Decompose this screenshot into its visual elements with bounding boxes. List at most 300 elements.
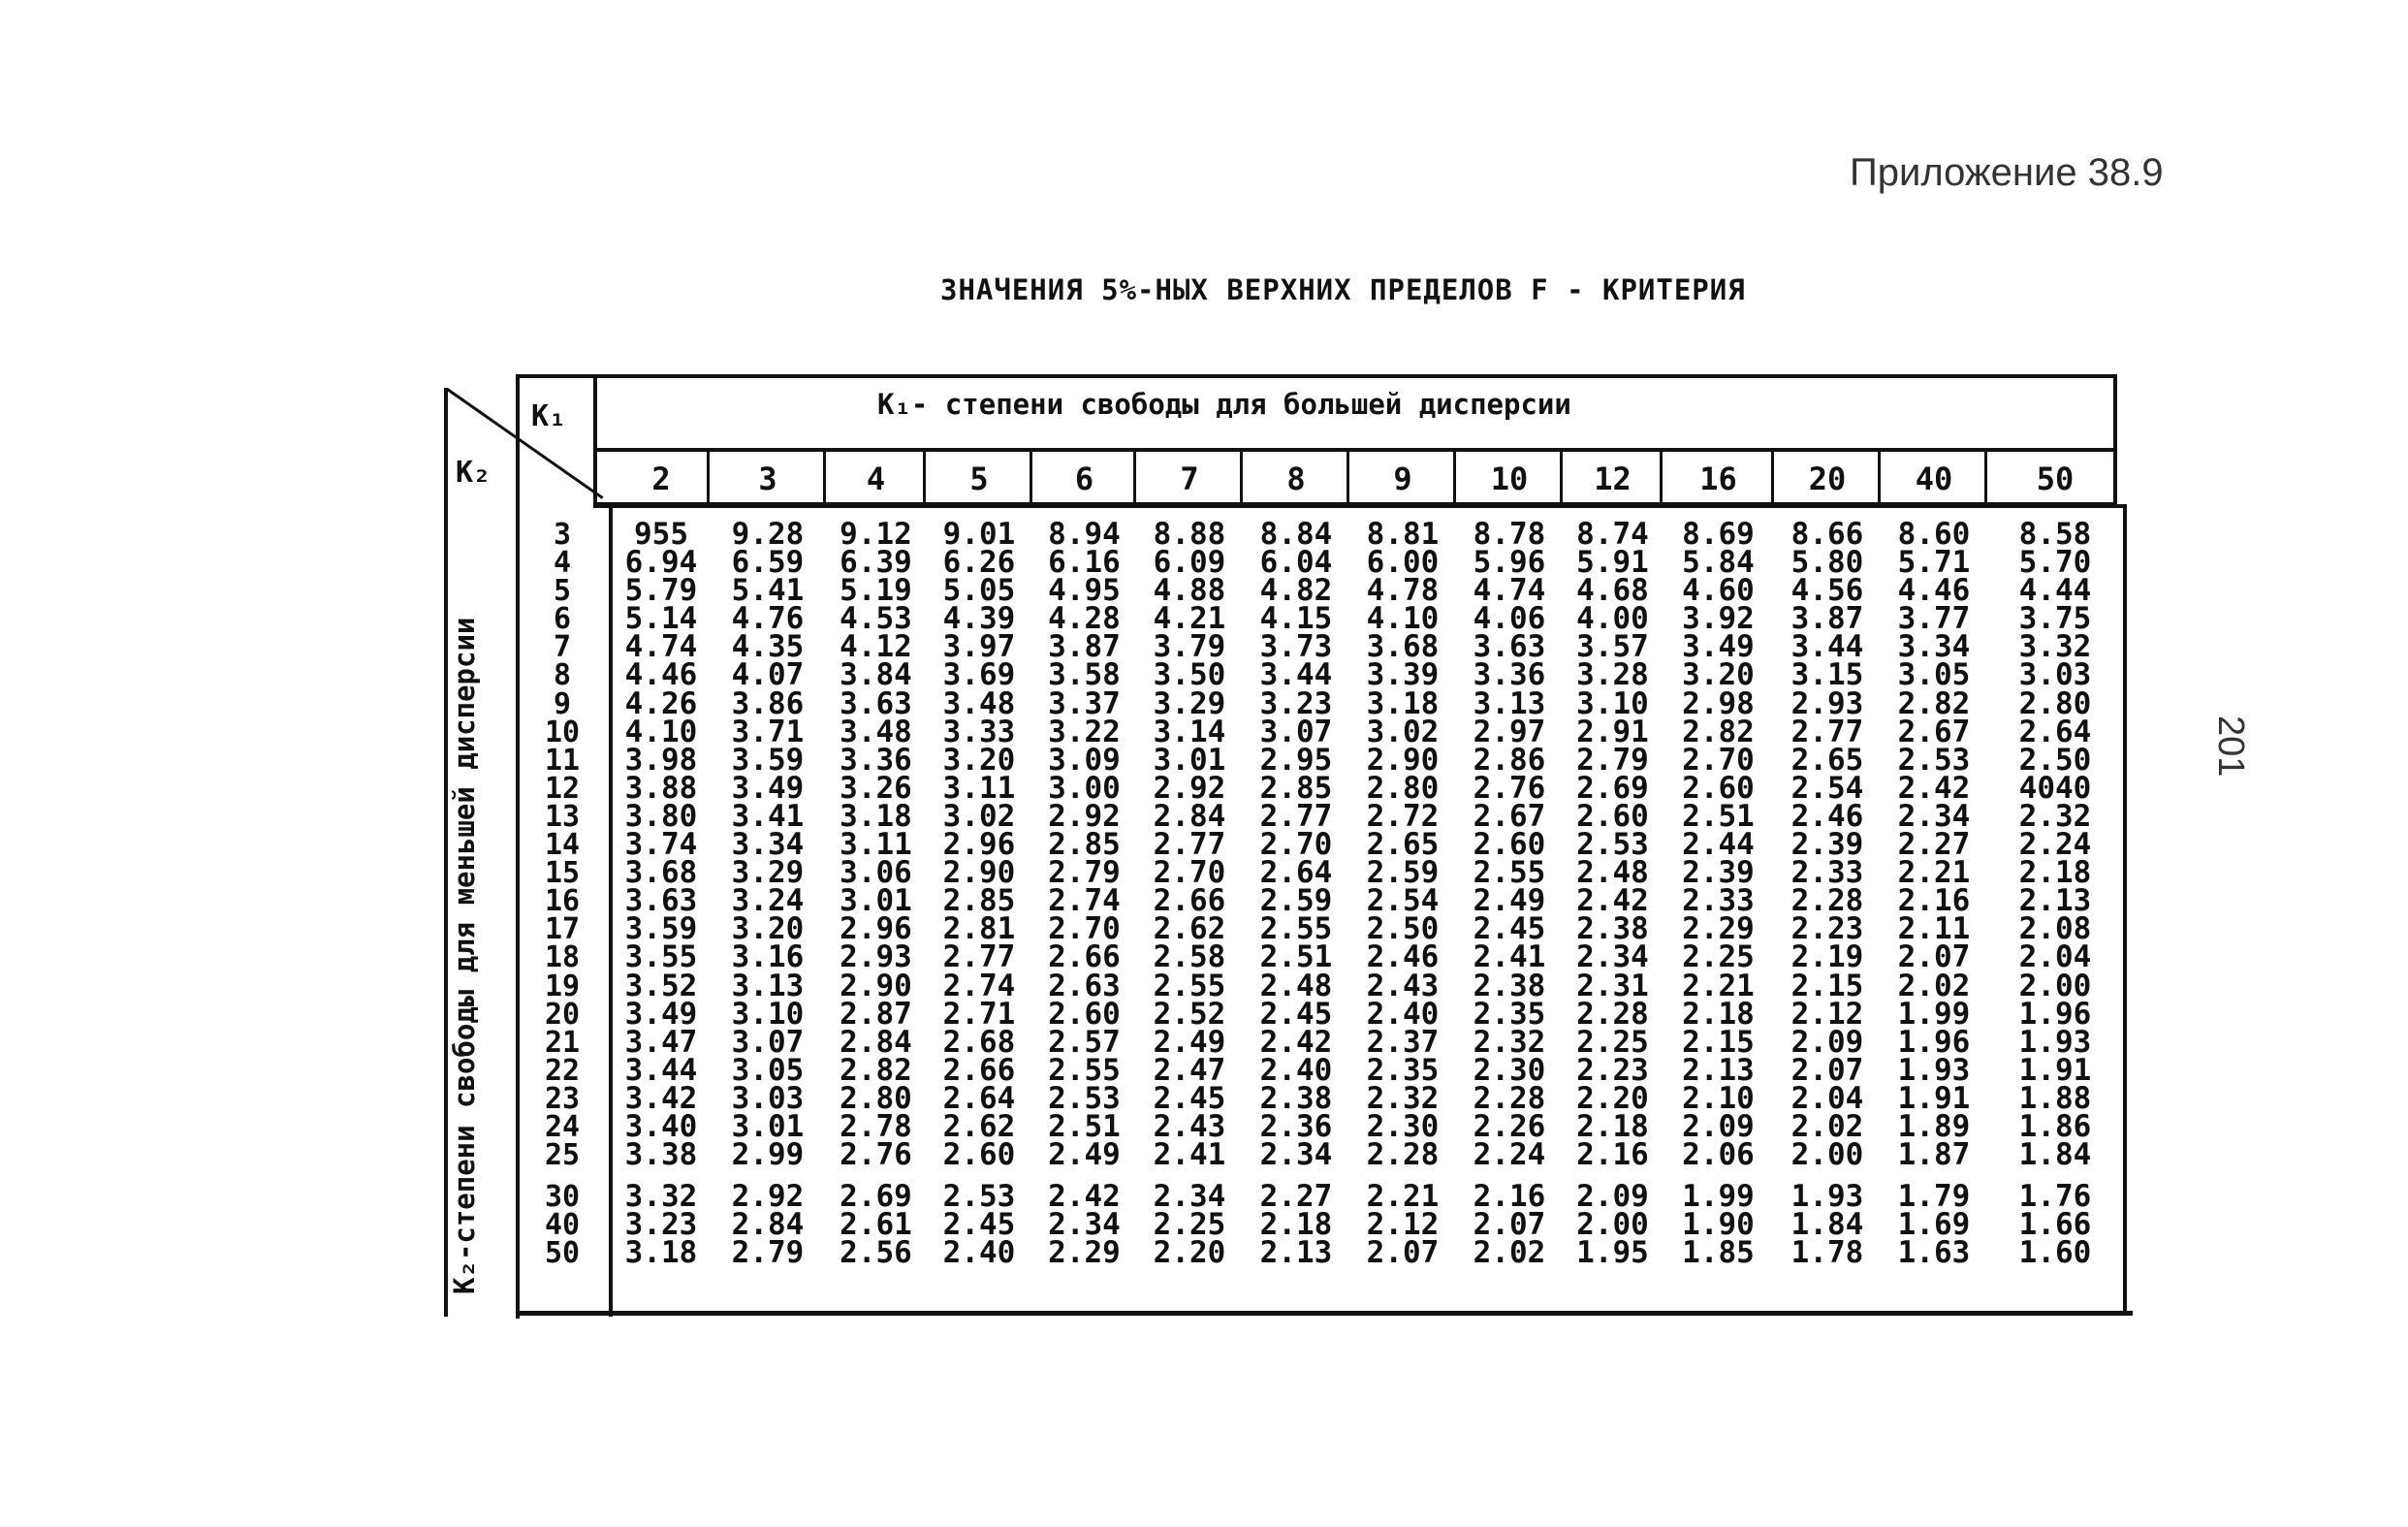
table-cell: 2.38 <box>1576 911 1649 947</box>
table-cell: 2.07 <box>1897 939 1971 975</box>
table-cell: 2.96 <box>942 827 1016 863</box>
column-divider <box>707 452 710 506</box>
table-cell: 8.81 <box>1366 517 1440 552</box>
table-cell: 3.20 <box>942 742 1016 778</box>
table-cell: 2.32 <box>1473 1024 1546 1060</box>
k2-caption: K₂-степени свободы для меньшей дисперсии <box>448 617 481 1294</box>
row-label: 8 <box>553 658 572 693</box>
table-cell: 2.24 <box>1473 1137 1546 1173</box>
table-cell: 2.54 <box>1366 883 1440 919</box>
value-column <box>1558 517 1667 1271</box>
table-cell: 2.21 <box>1897 855 1971 891</box>
table-cell: 2.69 <box>1576 770 1649 806</box>
table-cell: 1.88 <box>2018 1080 2092 1116</box>
table-cell: 2.45 <box>1153 1080 1226 1116</box>
table-cell: 2.25 <box>1153 1207 1226 1243</box>
table-cell: 2.08 <box>2018 911 2092 947</box>
table-cell: 2.34 <box>1897 798 1971 834</box>
table-cell: 3.03 <box>2018 657 2092 693</box>
column-header: 10 <box>1490 461 1529 497</box>
table-cell: 2.58 <box>1153 939 1226 975</box>
table-cell: 2.82 <box>1682 714 1755 749</box>
table-cell: 3.14 <box>1153 714 1226 749</box>
table-cell: 3.28 <box>1576 657 1649 693</box>
value-column <box>821 517 931 1271</box>
table-cell: 2.67 <box>1473 798 1546 834</box>
table-cell: 2.45 <box>942 1207 1016 1243</box>
table-cell: 3.59 <box>731 742 805 778</box>
column-header: 6 <box>1074 461 1094 497</box>
table-cell: 2.42 <box>1048 1179 1121 1215</box>
table-cell: 2.51 <box>1259 939 1333 975</box>
column-header: 12 <box>1594 461 1632 497</box>
table-cell: 1.93 <box>2018 1024 2092 1060</box>
table-cell: 3.11 <box>942 770 1016 806</box>
row-label: 11 <box>544 743 581 778</box>
table-cell: 2.65 <box>1366 827 1440 863</box>
table-cell: 2.55 <box>1153 968 1226 1003</box>
table-cell: 2.30 <box>1473 1052 1546 1088</box>
table-cell: 2.40 <box>1366 996 1440 1032</box>
table-cell: 4.12 <box>840 629 912 665</box>
table-cell: 3.07 <box>731 1024 805 1060</box>
appendix-label: Приложение 38.9 <box>1850 151 2164 194</box>
column-header: 7 <box>1180 461 1199 497</box>
table-cell: 3.13 <box>1473 685 1546 721</box>
table-cell: 2.16 <box>1473 1179 1546 1215</box>
table-cell: 3.37 <box>1048 685 1121 721</box>
table-cell: 3.24 <box>731 883 805 919</box>
table-cell: 2.45 <box>1473 911 1546 947</box>
table-cell: 1.95 <box>1576 1235 1649 1271</box>
table-cell: 4.00 <box>1576 601 1649 637</box>
table-cell: 3.02 <box>1366 714 1440 749</box>
table-cell: 2.15 <box>1790 968 1864 1003</box>
table-cell: 3.73 <box>1259 629 1333 665</box>
table-cell: 2.18 <box>1682 996 1755 1032</box>
row-label: 25 <box>544 1138 581 1173</box>
table-cell: 3.42 <box>624 1080 698 1116</box>
table-cell: 2.31 <box>1576 968 1649 1003</box>
table-cell: 5.41 <box>731 573 805 609</box>
table-top-rule <box>516 374 597 378</box>
value-column <box>1345 517 1461 1271</box>
table-cell: 4.21 <box>1153 601 1226 637</box>
table-cell: 3.87 <box>1790 601 1864 637</box>
table-cell: 3.88 <box>624 770 698 806</box>
table-cell: 2.35 <box>1473 996 1546 1032</box>
table-cell: 2.70 <box>1259 827 1333 863</box>
table-cell: 2.21 <box>1366 1179 1440 1215</box>
table-cell: 2.69 <box>840 1179 912 1215</box>
table-cell: 2.92 <box>1153 770 1226 806</box>
table-cell: 3.49 <box>1682 629 1755 665</box>
table-cell: 2.79 <box>731 1235 805 1271</box>
table-cell: 9.28 <box>731 517 805 552</box>
table-cell: 2.16 <box>1576 1137 1649 1173</box>
table-cell: 3.57 <box>1576 629 1649 665</box>
row-label: 9 <box>553 686 572 721</box>
table-cell: 2.51 <box>1048 1108 1121 1144</box>
table-bottom-border <box>516 1311 2133 1316</box>
table-cell: 2.70 <box>1682 742 1755 778</box>
table-cell: 2.28 <box>1473 1080 1546 1116</box>
table-cell: 3.32 <box>2018 629 2092 665</box>
table-cell: 3.36 <box>1473 657 1546 693</box>
table-cell: 3.68 <box>624 855 698 891</box>
table-cell: 8.60 <box>1897 517 1971 552</box>
table-cell: 2.93 <box>1790 685 1864 721</box>
column-header: 40 <box>1915 461 1953 497</box>
table-cell: 3.32 <box>624 1179 698 1215</box>
table-cell: 3.71 <box>731 714 805 749</box>
table-cell: 3.20 <box>731 911 805 947</box>
table-cell: 2.29 <box>1682 911 1755 947</box>
table-cell: 2.16 <box>1897 883 1971 919</box>
table-cell: 4.46 <box>624 657 698 693</box>
table-cell: 6.39 <box>840 545 912 581</box>
column-header: 2 <box>651 461 671 497</box>
table-cell: 2.85 <box>942 883 1016 919</box>
table-cell: 2.57 <box>1048 1024 1121 1060</box>
table-cell: 8.84 <box>1259 517 1333 552</box>
table-cell: 2.41 <box>1153 1137 1226 1173</box>
table-cell: 1.66 <box>2018 1207 2092 1243</box>
column-header: 4 <box>866 461 886 497</box>
table-cell: 3.34 <box>731 827 805 863</box>
table-cell: 4.15 <box>1259 601 1333 637</box>
row-label: 50 <box>544 1236 581 1271</box>
table-cell: 6.00 <box>1366 545 1440 581</box>
table-cell: 1.96 <box>1897 1024 1971 1060</box>
table-cell: 2.64 <box>2018 714 2092 749</box>
table-cell: 2.44 <box>1682 827 1755 863</box>
table-cell: 2.63 <box>1048 968 1121 1003</box>
table-cell: 2.48 <box>1259 968 1333 1003</box>
table-cell: 2.92 <box>731 1179 805 1215</box>
table-cell: 2.09 <box>1682 1108 1755 1144</box>
table-cell: 2.76 <box>840 1137 912 1173</box>
table-cell: 2.85 <box>1259 770 1333 806</box>
table-cell: 2.48 <box>1576 855 1649 891</box>
table-cell: 2.40 <box>1259 1052 1333 1088</box>
table-cell: 2.49 <box>1153 1024 1226 1060</box>
table-cell: 3.63 <box>840 685 912 721</box>
table-cell: 4.76 <box>731 601 805 637</box>
table-cell: 1.96 <box>2018 996 2092 1032</box>
row-label: 40 <box>544 1208 581 1243</box>
table-cell: 2.15 <box>1682 1024 1755 1060</box>
table-cell: 8.66 <box>1790 517 1864 552</box>
table-cell: 3.06 <box>840 855 912 891</box>
table-cell: 2.28 <box>1790 883 1864 919</box>
k2-corner-label: K₂ <box>456 456 491 490</box>
table-cell: 4.68 <box>1576 573 1649 609</box>
table-cell: 3.26 <box>840 770 912 806</box>
table-cell: 2.92 <box>1048 798 1121 834</box>
table-cell: 2.74 <box>942 968 1016 1003</box>
table-cell: 2.90 <box>840 968 912 1003</box>
table-cell: 2.04 <box>1790 1080 1864 1116</box>
table-cell: 3.77 <box>1897 601 1971 637</box>
table-cell: 6.94 <box>624 545 698 581</box>
column-divider <box>1453 452 1456 506</box>
table-cell: 3.00 <box>1048 770 1121 806</box>
table-cell: 5.84 <box>1682 545 1755 581</box>
column-divider <box>823 452 826 506</box>
table-cell: 2.84 <box>1153 798 1226 834</box>
table-cell: 2.60 <box>1473 827 1546 863</box>
table-cell: 4.44 <box>2018 573 2092 609</box>
table-cell: 3.75 <box>2018 601 2092 637</box>
table-cell: 2.47 <box>1153 1052 1226 1088</box>
table-cell: 2.82 <box>840 1052 912 1088</box>
table-cell: 3.07 <box>1259 714 1333 749</box>
table-cell: 2.38 <box>1473 968 1546 1003</box>
table-cell: 2.66 <box>1153 883 1226 919</box>
table-cell: 1.87 <box>1897 1137 1971 1173</box>
table-cell: 3.55 <box>624 939 698 975</box>
table-cell: 2.64 <box>942 1080 1016 1116</box>
table-cell: 1.89 <box>1897 1108 1971 1144</box>
table-cell: 2.18 <box>2018 855 2092 891</box>
table-cell: 2.45 <box>1259 996 1333 1032</box>
table-cell: 2.62 <box>1153 911 1226 947</box>
table-cell: 2.93 <box>840 939 912 975</box>
table-cell: 5.79 <box>624 573 698 609</box>
table-cell: 3.23 <box>624 1207 698 1243</box>
table-cell: 3.80 <box>624 798 698 834</box>
table-cell: 2.55 <box>1048 1052 1121 1088</box>
table-cell: 2.60 <box>1576 798 1649 834</box>
table-cell: 4.60 <box>1682 573 1755 609</box>
table-cell: 3.40 <box>624 1108 698 1144</box>
table-cell: 3.44 <box>624 1052 698 1088</box>
table-cell: 2.00 <box>1790 1137 1864 1173</box>
table-cell: 8.94 <box>1048 517 1121 552</box>
row-label: 21 <box>544 1025 581 1060</box>
table-cell: 2.60 <box>1048 996 1121 1032</box>
table-cell: 3.84 <box>840 657 912 693</box>
table-cell: 2.91 <box>1576 714 1649 749</box>
table-cell: 3.52 <box>624 968 698 1003</box>
table-cell: 4.10 <box>1366 601 1440 637</box>
column-divider <box>1660 452 1663 506</box>
table-cell: 3.69 <box>942 657 1016 693</box>
table-cell: 3.10 <box>1576 685 1649 721</box>
table-cell: 2.90 <box>942 855 1016 891</box>
value-column <box>608 517 714 1271</box>
table-cell: 2.77 <box>1790 714 1864 749</box>
table-cell: 2.37 <box>1366 1024 1440 1060</box>
row-label: 10 <box>544 715 581 749</box>
table-cell: 2.28 <box>1366 1137 1440 1173</box>
table-cell: 2.60 <box>1682 770 1755 806</box>
table-cell: 2.96 <box>840 911 912 947</box>
table-cell: 2.18 <box>1576 1108 1649 1144</box>
table-cell: 2.11 <box>1897 911 1971 947</box>
table-cell: 2.54 <box>1790 770 1864 806</box>
table-cell: 2.02 <box>1897 968 1971 1003</box>
table-cell: 2.66 <box>942 1052 1016 1088</box>
table-cell: 2.59 <box>1259 883 1333 919</box>
table-cell: 1.99 <box>1897 996 1971 1032</box>
column-header: 5 <box>969 461 989 497</box>
table-cell: 2.39 <box>1682 855 1755 891</box>
table-cell: 3.18 <box>840 798 912 834</box>
table-cell: 5.19 <box>840 573 912 609</box>
table-cell: 4.56 <box>1790 573 1864 609</box>
table-cell: 6.59 <box>731 545 805 581</box>
table-cell: 4.95 <box>1048 573 1121 609</box>
table-cell: 4.07 <box>731 657 805 693</box>
table-cell: 5.14 <box>624 601 698 637</box>
column-header: 50 <box>2036 461 2075 497</box>
table-cell: 2.19 <box>1790 939 1864 975</box>
table-cell: 2.62 <box>942 1108 1016 1144</box>
table-cell: 5.70 <box>2018 545 2092 581</box>
row-label: 4 <box>553 546 572 581</box>
table-cell: 5.05 <box>942 573 1016 609</box>
table-cell: 5.80 <box>1790 545 1864 581</box>
table-cell: 3.10 <box>731 996 805 1032</box>
table-cell: 3.18 <box>624 1235 698 1271</box>
value-column <box>1658 517 1779 1271</box>
table-cell: 2.10 <box>1682 1080 1755 1116</box>
table-cell: 3.34 <box>1897 629 1971 665</box>
table-cell: 2.86 <box>1473 742 1546 778</box>
table-cell: 1.86 <box>2018 1108 2092 1144</box>
table-cell: 2.23 <box>1576 1052 1649 1088</box>
table-cell: 1.76 <box>2018 1179 2092 1215</box>
table-cell: 4.26 <box>624 685 698 721</box>
table-cell: 2.07 <box>1473 1207 1546 1243</box>
row-label: 17 <box>544 912 581 947</box>
table-cell: 6.09 <box>1153 545 1226 581</box>
value-column <box>1876 517 1992 1271</box>
table-cell: 3.39 <box>1366 657 1440 693</box>
table-cell: 3.87 <box>1048 629 1121 665</box>
table-cell: 3.02 <box>942 798 1016 834</box>
table-cell: 2.32 <box>2018 798 2092 834</box>
table-cell: 4.35 <box>731 629 805 665</box>
table-cell: 2.02 <box>1790 1108 1864 1144</box>
column-divider <box>1030 452 1032 506</box>
table-cell: 2.97 <box>1473 714 1546 749</box>
table-cell: 2.80 <box>840 1080 912 1116</box>
table-cell: 4.10 <box>624 714 698 749</box>
table-cell: 3.44 <box>1259 657 1333 693</box>
value-column <box>1982 517 2128 1271</box>
table-cell: 1.85 <box>1682 1235 1755 1271</box>
table-cell: 3.38 <box>624 1137 698 1173</box>
table-cell: 2.98 <box>1682 685 1755 721</box>
column-header: 20 <box>1808 461 1847 497</box>
table-cell: 3.22 <box>1048 714 1121 749</box>
table-cell: 4.46 <box>1897 573 1971 609</box>
row-label: 18 <box>544 940 581 975</box>
table-cell: 1.60 <box>2018 1235 2092 1271</box>
row-label: 13 <box>544 799 581 834</box>
row-label: 5 <box>553 574 572 609</box>
row-label: 12 <box>544 771 581 806</box>
table-cell: 2.46 <box>1366 939 1440 975</box>
table-cell: 2.07 <box>1366 1235 1440 1271</box>
table-cell: 2.70 <box>1153 855 1226 891</box>
table-cell: 3.41 <box>731 798 805 834</box>
table-cell: 2.68 <box>942 1024 1016 1060</box>
table-cell: 2.49 <box>1473 883 1546 919</box>
row-label: 20 <box>544 997 581 1032</box>
table-cell: 2.43 <box>1153 1108 1226 1144</box>
table-cell: 9.12 <box>840 517 912 552</box>
table-cell: 6.16 <box>1048 545 1121 581</box>
table-cell: 2.13 <box>1259 1235 1333 1271</box>
page-number: 201 <box>2210 716 2251 778</box>
table-cell: 8.69 <box>1682 517 1755 552</box>
table-cell: 2.02 <box>1473 1235 1546 1271</box>
table-cell: 2.70 <box>1048 911 1121 947</box>
table-cell: 2.34 <box>1576 939 1649 975</box>
table-cell: 2.00 <box>1576 1207 1649 1243</box>
table-cell: 3.49 <box>731 770 805 806</box>
table-cell: 2.99 <box>731 1137 805 1173</box>
table-cell: 3.68 <box>1366 629 1440 665</box>
table-cell: 2.74 <box>1048 883 1121 919</box>
table-cell: 2.80 <box>2018 685 2092 721</box>
table-cell: 3.48 <box>942 685 1016 721</box>
table-cell: 1.84 <box>1790 1207 1864 1243</box>
column-divider <box>1878 452 1881 506</box>
table-cell: 3.49 <box>624 996 698 1032</box>
column-divider <box>1984 452 1987 506</box>
table-cell: 2.27 <box>1259 1179 1333 1215</box>
table-title: ЗНАЧЕНИЯ 5%-НЫХ ВЕРХНИХ ПРЕДЕЛОВ F - КРИТЕРИЯ <box>940 273 1746 306</box>
table-cell: 2.30 <box>1366 1108 1440 1144</box>
table-cell: 2.53 <box>1048 1080 1121 1116</box>
table-cell: 2.61 <box>840 1207 912 1243</box>
table-cell: 3.50 <box>1153 657 1226 693</box>
table-cell: 2.34 <box>1048 1207 1121 1243</box>
table-cell: 2.09 <box>1790 1024 1864 1060</box>
table-cell: 2.71 <box>942 996 1016 1032</box>
table-cell: 2.12 <box>1366 1207 1440 1243</box>
column-header: 16 <box>1699 461 1737 497</box>
table-cell: 2.18 <box>1259 1207 1333 1243</box>
table-cell: 2.04 <box>2018 939 2092 975</box>
table-cell: 2.65 <box>1790 742 1864 778</box>
table-cell: 1.69 <box>1897 1207 1971 1243</box>
table-cell: 2.51 <box>1682 798 1755 834</box>
table-cell: 1.93 <box>1897 1052 1971 1088</box>
table-cell: 2.87 <box>840 996 912 1032</box>
column-divider <box>1560 452 1563 506</box>
row-label: 6 <box>553 602 572 637</box>
table-cell: 2.50 <box>1366 911 1440 947</box>
column-divider <box>1133 452 1136 506</box>
table-cell: 3.86 <box>731 685 805 721</box>
table-cell: 2.39 <box>1790 827 1864 863</box>
table-cell: 3.97 <box>942 629 1016 665</box>
table-cell: 2.20 <box>1153 1235 1226 1271</box>
table-cell: 2.46 <box>1790 798 1864 834</box>
table-cell: 2.12 <box>1790 996 1864 1032</box>
table-cell: 3.59 <box>624 911 698 947</box>
table-cell: 2.29 <box>1048 1235 1121 1271</box>
row-label: 24 <box>544 1109 581 1144</box>
table-cell: 2.81 <box>942 911 1016 947</box>
table-cell: 3.74 <box>624 827 698 863</box>
